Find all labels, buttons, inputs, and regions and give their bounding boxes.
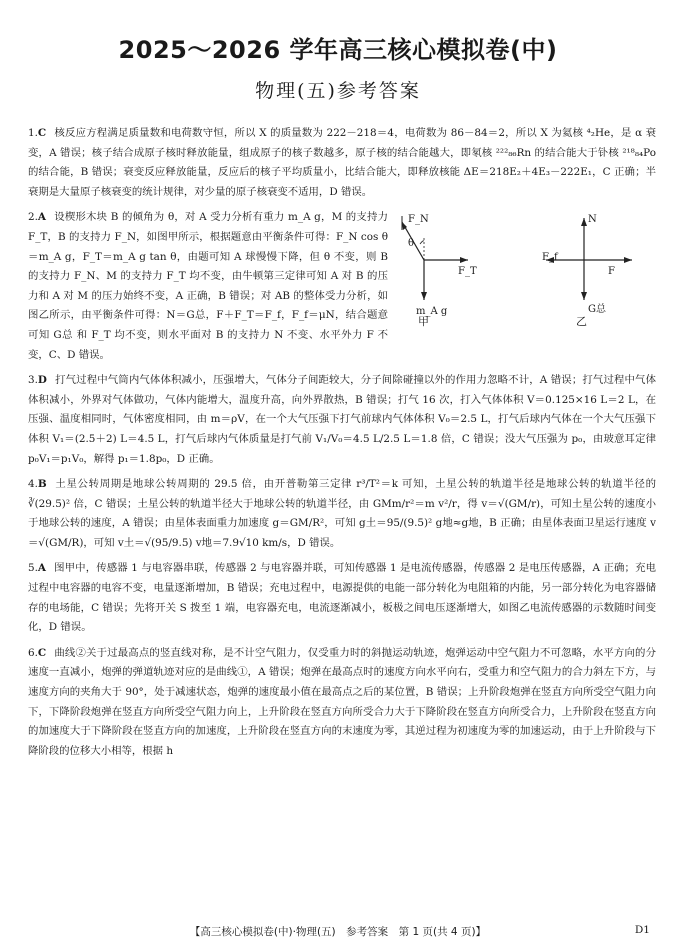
item-explanation: 打气过程中气筒内气体体积减小，压强增大，气体分子间距较大，分子间除碰撞以外的作用力忽略不计，A 错误；打气过程中气体体积减小，外界对气体做功，气体内能增大，温度升高，向外界散热，B 错误；打气 16 次，打入气体体积 V＝0.125×16 L＝2 L，在压强、温度相同时，气体密度相同，由 m＝ρV，在一个大气压强下打气前球内气体体积 V₀＝2.5 L，打气后球内气体在一个大气压强下体积 V₁＝(2.5＋2) L＝4.5 L，打气后球内气体质量是打气前 V₁/V₀＝4.5 L/2.5 L＝1.8 倍，C 错误；没大气压强为 p₀，由玻意耳定律 p₀V₁＝p₁V₀，解得 p₁＝1.8p₀，D 正确。 xyxy=(28,374,656,465)
item-explanation: 图甲中，传感器 1 与电容器串联，传感器 2 与电容器并联，可知传感器 1 是电流传感器，传感器 2 是电压传感器，A 正确；充电过程中电容器的电容不变，电量逐渐增加，B 错误；充电过程中，电源提供的电能一部分转化为电阻箱的内能，另一部分转化为电容器储存的电场能，C 错误；先将开关 S 拨至 1 端，电容器充电，电流逐渐减小，板极之间电压逐渐增大，如图乙电流传感器的示数随时间变化，D 错误。 xyxy=(28,562,656,634)
label-mag: m_A g xyxy=(416,306,448,318)
answer-item-2 xyxy=(28,208,656,365)
label-g: G总 xyxy=(588,304,606,316)
label-ff: F_f xyxy=(542,252,558,264)
item-answer: D xyxy=(37,374,47,387)
answer-list xyxy=(28,124,656,767)
answer-item-3 xyxy=(28,371,656,469)
answer-item-4 xyxy=(28,475,656,553)
item-answer: A xyxy=(37,562,46,575)
label-yi: 乙 xyxy=(576,315,587,329)
force-diagram xyxy=(396,208,656,329)
angle-arc xyxy=(420,241,424,244)
item-answer: C xyxy=(37,127,47,139)
arrow-g-head xyxy=(581,292,587,300)
label-ft: F_T xyxy=(458,266,477,278)
item-explanation: 核反应方程满足质量数和电荷数守恒，所以 X 的质量数为 222－218＝4，电荷数为 86－84＝2，所以 X 为氦核 ⁴₂He，是 α 衰变，A 错误；核子结合成原子核时释放能量，组成原子的核子数越多，原子核的结合能越大，即氡核 ²²²₈₆Rn 的结合能大于钋核 ²¹⁸₈₄Po 的结合能，B 错误；衰变反应释放能量，反应后的核子平均质量小，比结合能大，即释放核能 ΔE＝218E₂＋4E₃－222E₁，C 正确；半衰期是大量原子核衰变的统计规律，对少量的原子核衰变不适用，D 错误。 xyxy=(28,127,656,198)
item-number: 1. xyxy=(28,127,38,139)
label-n: N xyxy=(588,214,597,226)
arrow-f-head xyxy=(624,257,632,263)
item-answer: B xyxy=(37,478,47,491)
item-number: 4. xyxy=(28,478,38,491)
item-number: 5. xyxy=(28,562,38,575)
item-explanation: 土星公转周期是地球公转周期的 29.5 倍，由开普勒第三定律 r³/T²＝k 可知，土星公转的轨道半径是地球公转的轨道半径的 ∛(29.5)² 倍，C 错误；土星公转的轨道半径大于地球公转的轨道半径，由 GMm/r²＝m v²/r，得 v＝√(GM/r)，可知土星公转的速度小于地球公转的速度，A 错误；由星体表面重力加速度 g＝GM/R²，可知 g土＝95/(9.5)² g地≈g地，B 正确；由星体表面卫星运行速度 v＝√(GM/R)，可知 v土＝√(95/9.5) v地＝7.9√10 km/s，D 错误。 xyxy=(28,478,656,549)
item-explanation: 曲线②关于过最高点的竖直线对称，是不计空气阻力，仅受重力时的斜抛运动轨迹，炮弹运动中空气阻力不可忽略，水平方向的分速度一直减小，炮弹的弹道轨迹对应的是曲线①，A 错误；炮弹在最高点时的速度方向水平向右，受重力和空气阻力的合力斜左下方，与速度方向的夹角大于 90°，处于减速状态，炮弹的速度最小值在最高点之后的某位置，B 错误；上升阶段炮弹在竖直方向所受空气阻力向下，下降阶段炮弹在竖直方向所受空气阻力向上，上升阶段在竖直方向所受合力大于下降阶段在竖直方向所受合力，上升阶段在竖直方向的加速度大于下降阶段在竖直方向的加速度，上升阶段在竖直方向的末速度为零，其逆过程为初速度为零的加速运动，由于上升阶段与下降阶段的位移大小相等，根据 h xyxy=(28,646,656,757)
page-subtitle: 物理(五)参考答案 xyxy=(255,80,421,102)
item-answer: C xyxy=(37,646,47,659)
answer-item-6 xyxy=(28,644,656,762)
arrow-mag-head xyxy=(421,292,427,300)
label-jia: 甲 xyxy=(418,315,429,329)
item-number: 6. xyxy=(28,646,38,659)
item-explanation: 设楔形木块 B 的倾角为 θ，对 A 受力分析有重力 m_A g，M 的支持力 F_T，B 的支持力 F_N，如图甲所示，根据题意由平衡条件可得：F_N cos θ＝m_A g，F_T＝m_A g tan θ，由题可知 A 球慢慢下降，但 θ 不变，则 B 的支持力 F_N、M 的支持力 F_T 均不变，由牛顿第三定律可知 A 对 B 的压力和 A 对 M 的压力始终不变，A 正确，B 错误；对 AB 的整体受力分析，如图乙所示，由平衡条件可得：N＝G总，F＋F_T＝F_f，F_f＝μN，结合题意可知 G总 和 F_T 均不变，则水平面对 B 的支持力 N 不变、水平外力 F 不变，C、D 错误。 xyxy=(28,211,388,361)
label-f: F xyxy=(608,266,615,278)
item-number: 2. xyxy=(28,211,38,224)
arrow-n-head xyxy=(581,218,587,226)
page-title: 2025～2026 学年高三核心模拟卷(中) xyxy=(118,36,558,64)
label-fn: F_N xyxy=(408,214,429,226)
label-theta: θ xyxy=(408,238,415,250)
item-number: 3. xyxy=(28,374,38,387)
item-answer: A xyxy=(37,211,46,224)
page-footer: 【高三核心模拟卷(中)·物理(五) 参考答案 第 1 页(共 4 页)】 xyxy=(189,926,487,938)
answer-item-1 xyxy=(28,124,656,202)
page-code: D1 xyxy=(634,924,650,936)
answer-item-5 xyxy=(28,559,656,637)
